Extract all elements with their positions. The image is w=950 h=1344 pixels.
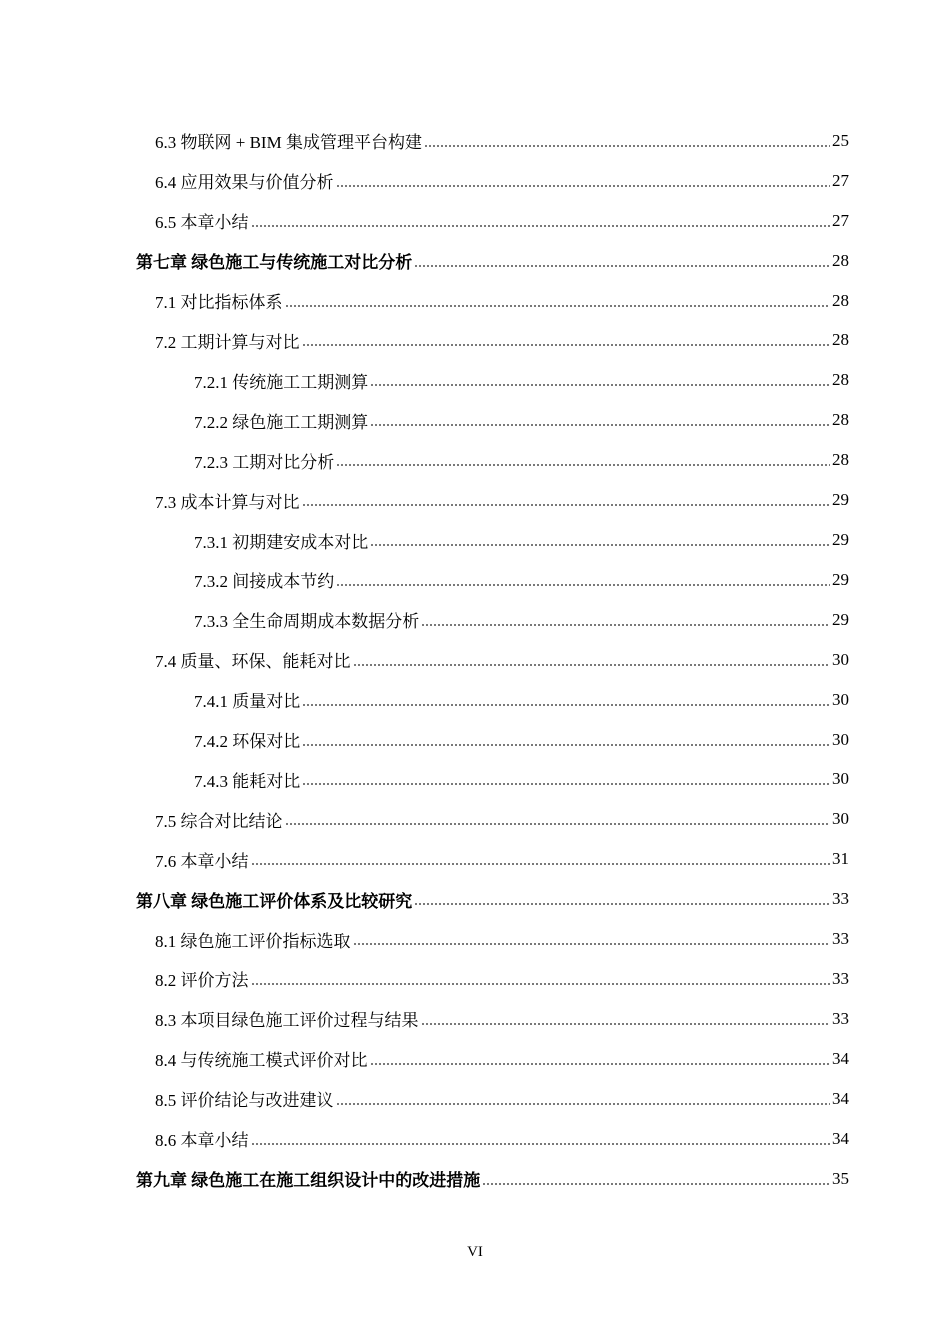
toc-entry-page-number: 28 [832, 370, 849, 390]
toc-section-entry[interactable] [0, 1079, 950, 1119]
toc-chapter-entry[interactable] [0, 241, 950, 281]
dot-leader [336, 464, 830, 466]
toc-entry-title: 6.5 本章小结 [155, 213, 249, 233]
toc-entry-page-number: 28 [832, 450, 849, 470]
toc-entry-title: 7.3.3 全生命周期成本数据分析 [194, 612, 420, 632]
dot-leader [370, 384, 830, 386]
toc-entry-title: 7.4.1 质量对比 [194, 692, 301, 712]
toc-entry-page-number: 34 [832, 1088, 849, 1108]
toc-entry-title: 7.4.3 能耗对比 [194, 771, 301, 791]
toc-section-entry[interactable] [0, 440, 950, 480]
toc-section-entry[interactable] [0, 680, 950, 720]
toc-entry-page-number: 30 [832, 729, 849, 749]
dot-leader [370, 544, 830, 546]
toc-entry-title: 7.3 成本计算与对比 [155, 492, 300, 512]
toc-entry-title: 7.2.1 传统施工工期测算 [194, 372, 369, 392]
dot-leader [353, 664, 831, 666]
toc-entry-page-number: 25 [832, 130, 849, 150]
toc-entry-page-number: 29 [832, 530, 849, 550]
dot-leader [251, 983, 831, 985]
toc-entry-title: 8.5 评价结论与改进建议 [155, 1091, 334, 1111]
toc-entry-page-number: 33 [832, 889, 849, 909]
toc-section-entry[interactable] [0, 959, 950, 999]
dot-leader [336, 1103, 831, 1105]
toc-entry-title: 第七章 绿色施工与传统施工对比分析 [136, 253, 413, 273]
dot-leader [421, 624, 830, 626]
table-of-contents [0, 121, 950, 1198]
dot-leader [336, 185, 831, 187]
dot-leader [251, 863, 831, 865]
toc-chapter-entry[interactable] [0, 879, 950, 919]
toc-section-entry[interactable] [0, 360, 950, 400]
toc-entry-title: 7.1 对比指标体系 [155, 293, 283, 313]
dot-leader [285, 305, 831, 307]
toc-section-entry[interactable] [0, 1039, 950, 1079]
toc-section-entry[interactable] [0, 121, 950, 161]
toc-entry-page-number: 29 [832, 490, 849, 510]
toc-entry-title: 7.3.1 初期建安成本对比 [194, 532, 369, 552]
toc-entry-title: 7.2 工期计算与对比 [155, 332, 300, 352]
toc-entry-page-number: 29 [832, 609, 849, 629]
dot-leader [251, 225, 831, 227]
toc-entry-title: 第八章 绿色施工评价体系及比较研究 [136, 891, 413, 911]
toc-entry-title: 6.4 应用效果与价值分析 [155, 173, 334, 193]
toc-section-entry[interactable] [0, 600, 950, 640]
toc-entry-page-number: 28 [832, 250, 849, 270]
toc-entry-title: 7.5 综合对比结论 [155, 811, 283, 831]
toc-section-entry[interactable] [0, 161, 950, 201]
toc-section-entry[interactable] [0, 520, 950, 560]
toc-entry-page-number: 31 [832, 849, 849, 869]
dot-leader [302, 744, 830, 746]
dot-leader [302, 704, 830, 706]
toc-chapter-entry[interactable] [0, 1159, 950, 1199]
dot-leader [302, 504, 831, 506]
toc-entry-page-number: 27 [832, 170, 849, 190]
dot-leader [251, 1143, 831, 1145]
toc-entry-title: 8.4 与传统施工模式评价对比 [155, 1051, 368, 1071]
dot-leader [302, 344, 831, 346]
toc-entry-title: 第九章 绿色施工在施工组织设计中的改进措施 [136, 1171, 481, 1191]
toc-entry-title: 7.6 本章小结 [155, 851, 249, 871]
dot-leader [424, 145, 830, 147]
toc-entry-title: 7.4 质量、环保、能耗对比 [155, 652, 351, 672]
dot-leader [302, 783, 830, 785]
dot-leader [370, 424, 830, 426]
toc-section-entry[interactable] [0, 480, 950, 520]
dot-leader [421, 1023, 831, 1025]
toc-entry-title: 7.2.2 绿色施工工期测算 [194, 412, 369, 432]
toc-entry-title: 8.3 本项目绿色施工评价过程与结果 [155, 1011, 419, 1031]
dot-leader [482, 1183, 830, 1185]
toc-section-entry[interactable] [0, 720, 950, 760]
toc-entry-page-number: 33 [832, 968, 849, 988]
dot-leader [370, 1063, 831, 1065]
dot-leader [336, 584, 830, 586]
toc-entry-page-number: 34 [832, 1128, 849, 1148]
toc-entry-title: 7.2.3 工期对比分析 [194, 452, 335, 472]
toc-section-entry[interactable] [0, 321, 950, 361]
toc-section-entry[interactable] [0, 640, 950, 680]
toc-entry-page-number: 30 [832, 769, 849, 789]
page-number: VI [467, 1244, 483, 1260]
toc-section-entry[interactable] [0, 999, 950, 1039]
toc-section-entry[interactable] [0, 400, 950, 440]
toc-section-entry[interactable] [0, 281, 950, 321]
dot-leader [414, 265, 830, 267]
toc-entry-page-number: 27 [832, 210, 849, 230]
toc-entry-title: 7.3.2 间接成本节约 [194, 572, 335, 592]
toc-entry-title: 8.6 本章小结 [155, 1131, 249, 1151]
toc-entry-page-number: 28 [832, 410, 849, 430]
toc-entry-page-number: 28 [832, 330, 849, 350]
toc-entry-title: 8.2 评价方法 [155, 971, 249, 991]
toc-section-entry[interactable] [0, 201, 950, 241]
toc-entry-page-number: 33 [832, 1008, 849, 1028]
toc-entry-title: 6.3 物联网 + BIM 集成管理平台构建 [155, 133, 422, 153]
toc-entry-page-number: 35 [832, 1168, 849, 1188]
dot-leader [353, 943, 831, 945]
dot-leader [414, 903, 830, 905]
toc-entry-page-number: 30 [832, 649, 849, 669]
toc-entry-page-number: 30 [832, 809, 849, 829]
toc-entry-page-number: 29 [832, 569, 849, 589]
toc-section-entry[interactable] [0, 760, 950, 800]
toc-entry-page-number: 33 [832, 929, 849, 949]
toc-entry-page-number: 28 [832, 290, 849, 310]
toc-entry-title: 7.4.2 环保对比 [194, 732, 301, 752]
toc-entry-title: 8.1 绿色施工评价指标选取 [155, 931, 351, 951]
toc-section-entry[interactable] [0, 839, 950, 879]
toc-entry-page-number: 30 [832, 689, 849, 709]
dot-leader [285, 823, 831, 825]
toc-section-entry[interactable] [0, 919, 950, 959]
toc-section-entry[interactable] [0, 1119, 950, 1159]
toc-section-entry[interactable] [0, 799, 950, 839]
toc-section-entry[interactable] [0, 560, 950, 600]
toc-entry-page-number: 34 [832, 1048, 849, 1068]
